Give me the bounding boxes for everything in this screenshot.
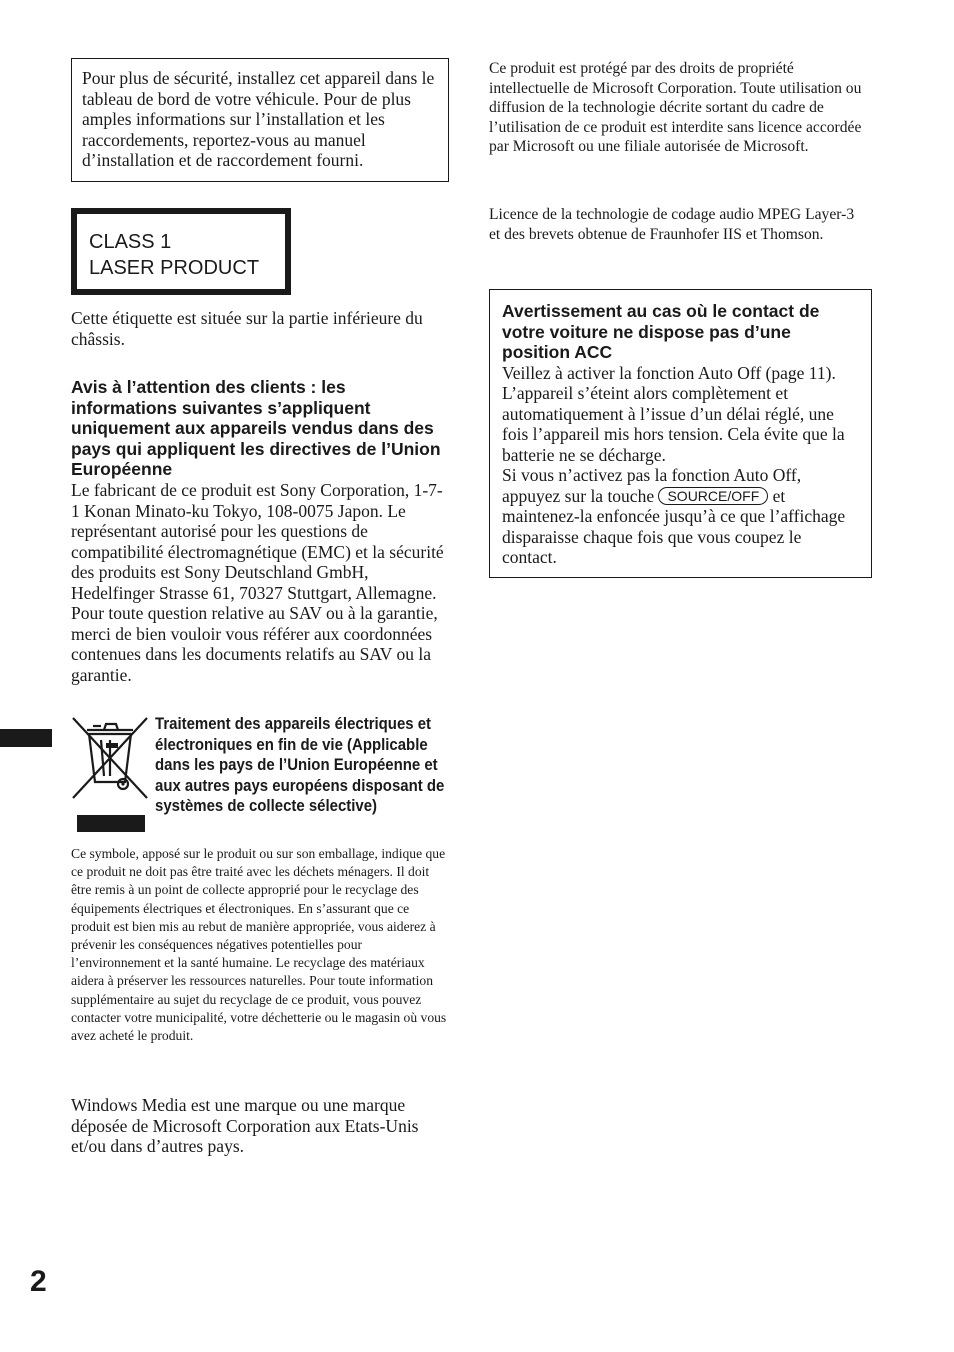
page-number: 2 (30, 1265, 47, 1298)
acc-warning-p3-after: et maintenez-la enfoncée jusqu’à ce que l’affichage disparaisse chaque fois que vous coupez le contact. (502, 485, 846, 567)
installation-notice-text: Pour plus de sécurité, installez cet appareil dans le tableau de bord de votre véhicule. Pour de plus amples informations sur l’installation et les raccordements, reportez-vous au manuel d’installation et de raccordement fourni. (82, 68, 435, 170)
acc-warning-paragraph-3 (502, 465, 859, 568)
acc-warning-title: Avertissement au cas où le contact de votre voiture ne dispose pas d’une position ACC (502, 301, 820, 362)
section-tab-marker (0, 729, 52, 747)
weee-body: Ce symbole, apposé sur le produit ou sur son emballage, indique que ce produit ne doit pas être traité avec les déchets ménagers. Il doit être remis à un point de collecte approprié pour le recyclage des équipements électriques et électroniques. En s’assurant que ce produit est bien mis au rebut de manière appropriée, vous aiderez à prévenir les conséquences négatives potentielles pour l’environnement et la santé humaine. Le recyclage des matériaux aidera à préserver les ressources naturelles. Pour toute information supplémentaire au sujet du recyclage de ce produit, vous pouvez contacter votre municipalité, votre déchetterie ou le magasin où vous avez acheté le produit. (71, 846, 447, 1044)
acc-warning-paragraph-1: Veillez à activer la fonction Auto Off (page 11). (502, 362, 836, 383)
laser-class-label (71, 208, 291, 295)
laser-label-line2: LASER PRODUCT (89, 257, 260, 279)
acc-warning-p3-before: Si vous n’activez pas la fonction Auto Off, appuyez sur la touche (502, 465, 802, 506)
windows-media-trademark-notice: Windows Media est une marque ou une marque déposée de Microsoft Corporation aux Etats-Unis et/ou dans d’autres pays. (71, 1095, 419, 1156)
laser-label-line1: CLASS 1 (89, 231, 172, 253)
microsoft-ip-notice: Ce produit est protégé par des droits de propriété intellectuelle de Microsoft Corporation. Toute utilisation ou diffusion de la technologie décrite sortant du cadre de l’utilisation de ce produit est interdite sans licence accordée par Microsoft ou une filiale autorisée de Microsoft. (489, 60, 862, 155)
weee-heading: Traitement des appareils électriques et électroniques en fin de vie (Applicable dans les pays de l’Union Européenne et aux autres pays européens disposant de systèmes de collecte sélective) (155, 714, 445, 816)
laser-label-location-note: Cette étiquette est située sur la partie inférieure du châssis. (71, 308, 423, 349)
source-off-key-label: SOURCE/OFF (658, 487, 768, 505)
acc-warning-paragraph-2: L’appareil s’éteint alors complètement et automatiquement à l’issue d’un délai réglé, une fois l’appareil mis hors tension. Cela évite que la batterie ne se décharge. (502, 383, 845, 465)
installation-notice-box (71, 58, 449, 182)
eu-notice-heading: Avis à l’attention des clients : les informations suivantes s’appliquent uniquement aux appareils vendus dans des pays qui appliquent les directives de l’Union Européenne (71, 377, 441, 479)
acc-warning-box (489, 289, 872, 578)
crossed-out-wheelie-bin-icon (71, 716, 149, 834)
mp3-license-notice: Licence de la technologie de codage audio MPEG Layer-3 et des brevets obtenue de Fraunhofer IIS et Thomson. (489, 206, 855, 243)
eu-notice-body: Le fabricant de ce produit est Sony Corporation, 1-7-1 Konan Minato-ku Tokyo, 108-0075 Japon. Le représentant autorisé pour les questions de compatibilité électromagnétique (EMC) et la sécurité des produits est Sony Deutschland GmbH, Hedelfinger Strasse 61, 70327 Stuttgart, Allemagne. Pour toute question relative au SAV ou à la garantie, merci de bien vouloir vous référer aux coordonnées contenues dans les documents relatifs au SAV ou la garantie. (71, 480, 444, 685)
